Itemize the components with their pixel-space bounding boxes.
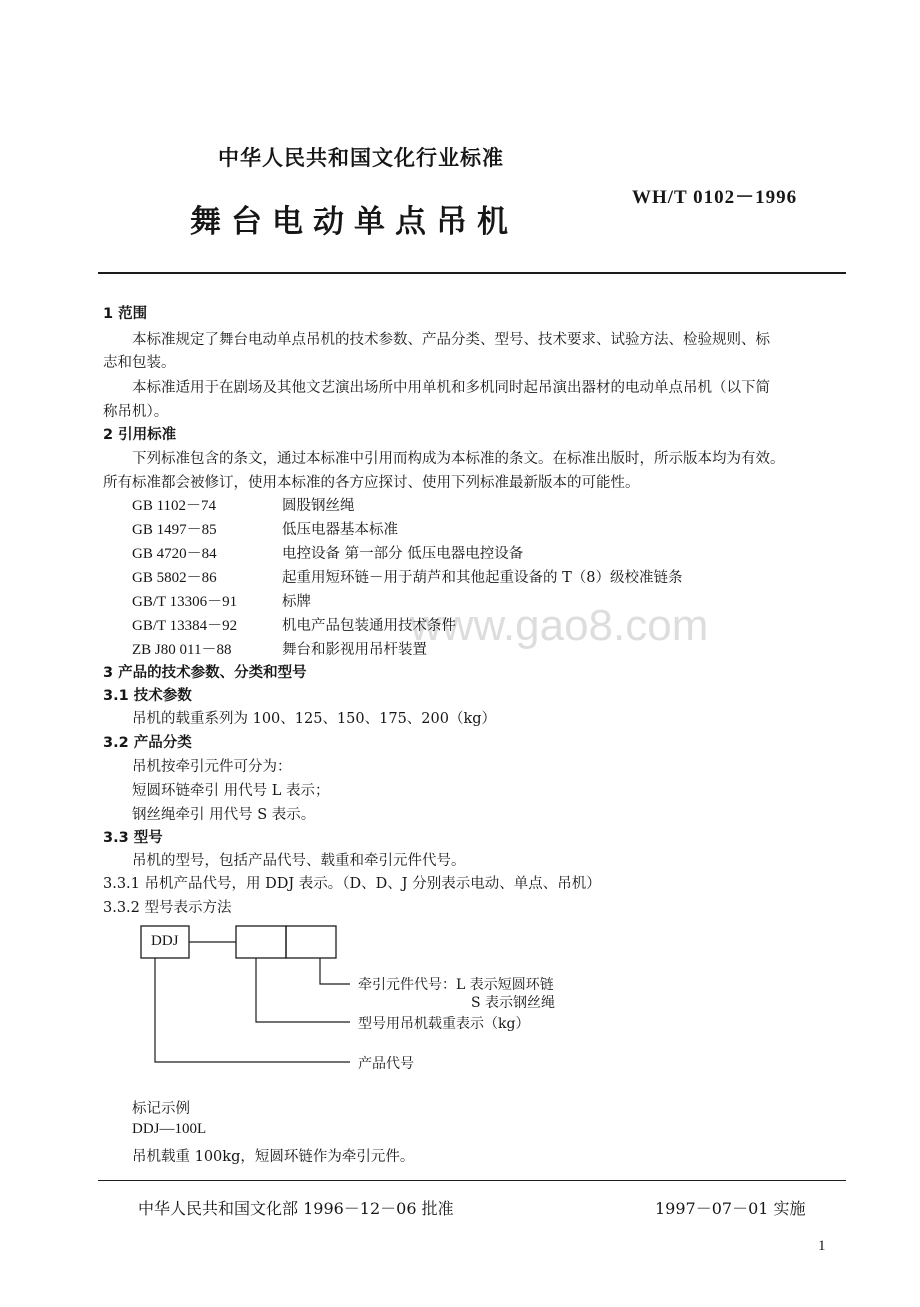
- issuing-organization: 中华人民共和国文化行业标准: [218, 146, 504, 170]
- reference-title: 圆股钢丝绳: [282, 498, 355, 514]
- section-2-heading: 2 引用标准: [103, 427, 177, 443]
- section-2-paragraph-cont: 所有标准都会被修订，使用本标准的各方应探讨、使用下列标准最新版本的可能性。: [103, 475, 640, 491]
- page-number: 1: [818, 1238, 826, 1254]
- load-code-label: 型号用吊机载重表示（kg）: [358, 1016, 530, 1032]
- reference-title: 起重用短环链－用于葫芦和其他起重设备的 T（8）级校准链条: [282, 570, 683, 586]
- section-1-paragraph-1: 本标准规定了舞台电动单点吊机的技术参数、产品分类、型号、技术要求、试验方法、检验规则、标: [132, 332, 770, 348]
- product-leader-line: [155, 958, 350, 1062]
- reference-title: 低压电器基本标准: [282, 522, 398, 538]
- reference-code: GB/T 13306－91: [132, 594, 238, 610]
- load-code-box: [236, 926, 286, 958]
- reference-code: GB 4720－84: [132, 546, 217, 562]
- section-1-heading: 1 范围: [103, 306, 148, 322]
- section-3-3-heading: 3.3 型号: [103, 830, 163, 846]
- reference-code: ZB J80 011－88: [132, 642, 232, 658]
- section-1-paragraph-1-cont: 志和包装。: [103, 355, 176, 371]
- document-title: 舞台电动单点吊机: [190, 204, 518, 240]
- reference-title: 舞台和影视用吊杆装置: [282, 642, 427, 658]
- section-3-3-2-heading: 3.3.2 型号表示方法: [103, 900, 232, 916]
- footer-rule: [98, 1180, 846, 1181]
- section-3-heading: 3 产品的技术参数、分类和型号: [103, 665, 307, 681]
- effective-date: 1997－07－01 实施: [655, 1199, 806, 1218]
- section-3-2-text: 吊机按牵引元件可分为：: [132, 759, 292, 775]
- marking-example-description: 吊机载重 100kg，短圆环链作为牵引元件。: [132, 1149, 415, 1165]
- reference-title: 机电产品包装通用技术条件: [282, 618, 456, 634]
- reference-title: 电控设备 第一部分 低压电器电控设备: [282, 546, 524, 562]
- traction-code-label: 牵引元件代号：L 表示短圆环链: [358, 977, 554, 993]
- section-3-2-heading: 3.2 产品分类: [103, 735, 192, 751]
- reference-code: GB/T 13384－92: [132, 618, 238, 634]
- standard-code: WH/T 0102－1996: [632, 187, 798, 208]
- marking-example-model: DDJ—100L: [132, 1121, 207, 1137]
- section-3-2-item-l: 短圆环链牵引 用代号 L 表示；: [132, 783, 330, 799]
- reference-code: GB 1102－74: [132, 498, 217, 514]
- diagram-box-label: DDJ: [151, 933, 179, 949]
- load-leader-line: [256, 958, 350, 1022]
- traction-code-box: [286, 926, 336, 958]
- section-3-1-heading: 3.1 技术参数: [103, 688, 192, 704]
- section-1-paragraph-2-cont: 称吊机）。: [103, 404, 169, 420]
- traction-leader-line: [320, 958, 350, 984]
- marking-example-heading: 标记示例: [132, 1101, 190, 1117]
- approval-date: 中华人民共和国文化部 1996－12－06 批准: [138, 1199, 454, 1218]
- section-1-paragraph-2: 本标准适用于在剧场及其他文艺演出场所中用单机和多机同时起吊演出器材的电动单点吊机（以下简: [132, 380, 770, 396]
- section-3-3-1-text: 3.3.1 吊机产品代号，用 DDJ 表示。（D、D、J 分别表示电动、单点、吊机）: [103, 876, 601, 892]
- reference-code: GB 1497－85: [132, 522, 217, 538]
- section-2-paragraph: 下列标准包含的条文，通过本标准中引用而构成为本标准的条文。在标准出版时，所示版本均为有效。: [132, 451, 785, 467]
- reference-title: 标牌: [282, 594, 311, 610]
- reference-code: GB 5802－86: [132, 570, 217, 586]
- product-code-label: 产品代号: [358, 1056, 414, 1072]
- traction-code-label-2: S 表示钢丝绳: [471, 995, 556, 1011]
- section-3-2-item-s: 钢丝绳牵引 用代号 S 表示。: [132, 807, 316, 823]
- watermark-text: www.gao8.com: [410, 601, 709, 650]
- section-3-3-text: 吊机的型号，包括产品代号、载重和牵引元件代号。: [132, 853, 466, 869]
- section-3-1-text: 吊机的载重系列为 100、125、150、175、200（kg）: [132, 711, 497, 727]
